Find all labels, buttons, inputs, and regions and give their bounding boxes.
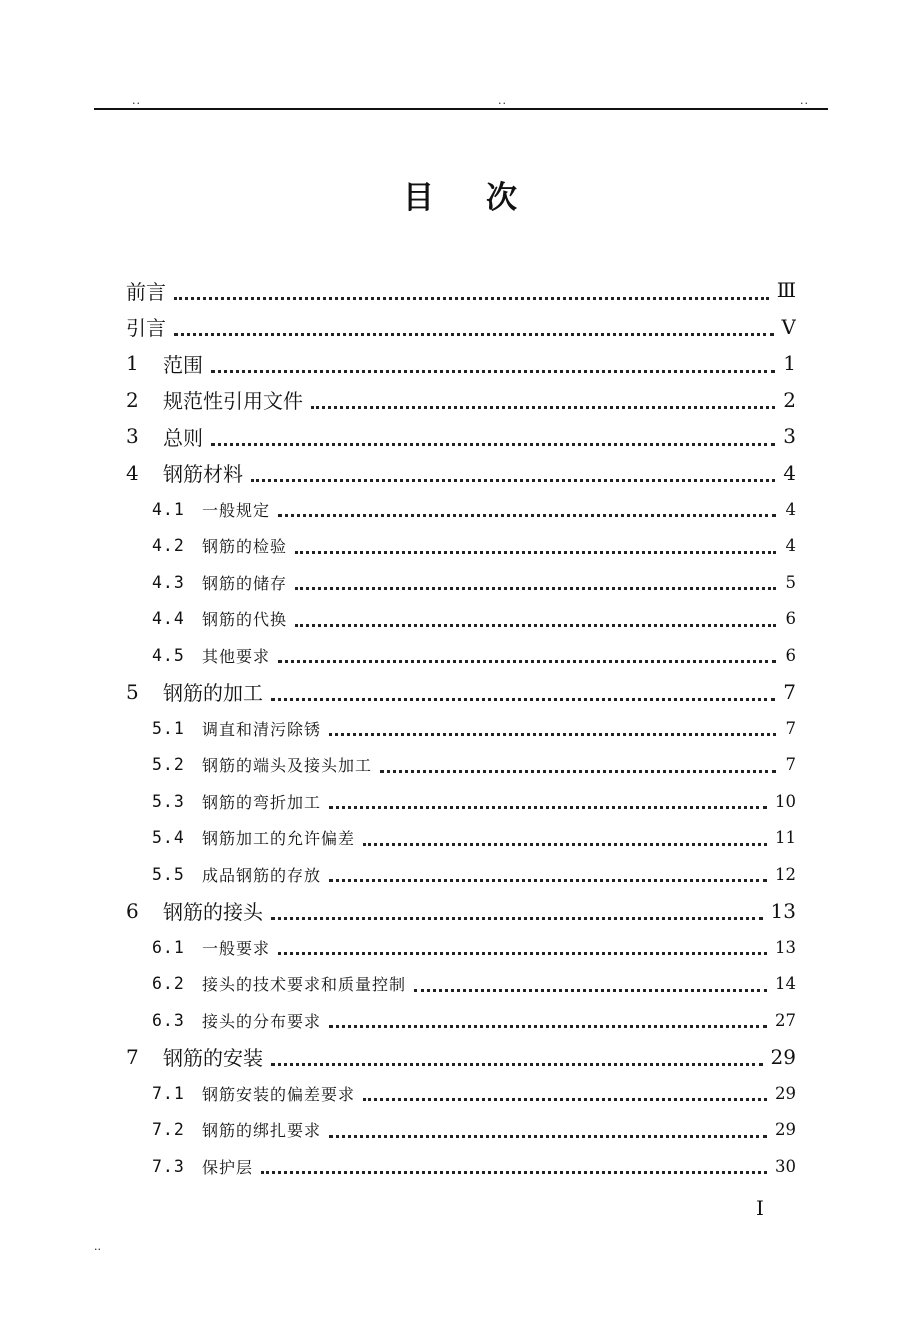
toc-entry-page: Ⅴ bbox=[781, 314, 796, 339]
toc-dot-leader bbox=[295, 571, 776, 591]
toc-dot-leader bbox=[278, 498, 776, 518]
toc-entry-number: 4.1 bbox=[152, 499, 185, 519]
toc-entry-page: 4 bbox=[783, 460, 796, 485]
toc-entry-label: 钢筋的绑扎要求 bbox=[202, 1121, 322, 1141]
toc-entry-label: 一般要求 bbox=[202, 938, 271, 958]
toc-entry[interactable] bbox=[126, 747, 796, 784]
toc-entry[interactable] bbox=[126, 893, 796, 930]
toc-entry-page: 12 bbox=[775, 864, 796, 884]
toc-entry-page: 27 bbox=[775, 1010, 796, 1030]
toc-entry-page: 6 bbox=[785, 645, 796, 665]
toc-entry[interactable] bbox=[126, 601, 796, 638]
toc-dot-leader bbox=[380, 753, 776, 773]
toc-entry-page: 13 bbox=[770, 898, 796, 923]
toc-entry-page: Ⅲ bbox=[776, 278, 796, 303]
toc-dot-leader bbox=[329, 1118, 767, 1138]
toc-dot-leader bbox=[211, 350, 775, 373]
toc-entry-label: 总则 bbox=[163, 425, 203, 450]
toc-entry[interactable] bbox=[126, 1075, 796, 1112]
toc-entry-page: 30 bbox=[775, 1156, 796, 1176]
toc-entry[interactable] bbox=[126, 783, 796, 820]
toc-entry-page: 7 bbox=[783, 679, 796, 704]
toc-dot-leader bbox=[271, 678, 775, 701]
toc-dot-leader bbox=[363, 826, 767, 846]
toc-entry-label: 钢筋的端头及接头加工 bbox=[202, 756, 373, 776]
toc-entry-number: 5.4 bbox=[152, 828, 185, 848]
toc-entry-label: 前言 bbox=[126, 279, 166, 304]
toc-entry-page: 14 bbox=[775, 974, 796, 994]
toc-entry-number: 6 bbox=[126, 898, 139, 923]
toc-entry[interactable] bbox=[126, 674, 796, 711]
toc-entry-page: 5 bbox=[785, 572, 796, 592]
toc-dot-leader bbox=[278, 644, 776, 664]
toc-entry[interactable] bbox=[126, 1112, 796, 1149]
toc-entry-page: 7 bbox=[785, 718, 796, 738]
toc-entry[interactable] bbox=[126, 929, 796, 966]
toc-dot-leader bbox=[295, 607, 776, 627]
toc-entry-number: 6.3 bbox=[152, 1010, 185, 1030]
toc-entry-number: 7.3 bbox=[152, 1156, 185, 1176]
header-mark-right: .. bbox=[800, 94, 809, 107]
toc-dot-leader bbox=[261, 1155, 767, 1175]
toc-entry-number: 1 bbox=[126, 351, 139, 376]
toc-entry-number: 4.5 bbox=[152, 645, 185, 665]
toc-entry-label: 钢筋的检验 bbox=[202, 537, 288, 557]
toc-dot-leader bbox=[211, 423, 775, 446]
toc-entry-label: 引言 bbox=[126, 316, 166, 341]
toc-entry[interactable] bbox=[126, 1148, 796, 1185]
toc-entry-page: 6 bbox=[785, 609, 796, 629]
toc-dot-leader bbox=[271, 1043, 763, 1066]
page-number: I bbox=[756, 1196, 764, 1220]
toc-entry-page: 7 bbox=[785, 755, 796, 775]
toc-dot-leader bbox=[329, 863, 767, 883]
toc-entry-label: 钢筋的弯折加工 bbox=[202, 792, 322, 812]
toc-entry-label: 一般规定 bbox=[202, 500, 271, 520]
toc-dot-leader bbox=[363, 1082, 767, 1102]
toc-entry-number: 7.1 bbox=[152, 1083, 185, 1103]
toc-entry-label: 钢筋材料 bbox=[163, 462, 243, 487]
toc-entry[interactable] bbox=[126, 1002, 796, 1039]
toc-entry-page: 29 bbox=[775, 1083, 796, 1103]
toc-entry[interactable] bbox=[126, 564, 796, 601]
toc-dot-leader bbox=[414, 972, 767, 992]
toc-entry[interactable] bbox=[126, 966, 796, 1003]
toc-entry[interactable] bbox=[126, 710, 796, 747]
toc-dot-leader bbox=[278, 936, 767, 956]
toc-dot-leader bbox=[251, 459, 775, 482]
toc-entry-number: 7 bbox=[126, 1044, 139, 1069]
toc-entry[interactable] bbox=[126, 1039, 796, 1076]
toc-entry[interactable] bbox=[126, 455, 796, 492]
toc-entry[interactable] bbox=[126, 637, 796, 674]
toc-entry-page: 29 bbox=[775, 1120, 796, 1140]
header-mark-left: .. bbox=[132, 94, 141, 107]
toc-entry-number: 7.2 bbox=[152, 1120, 185, 1140]
toc-entry-label: 接头的技术要求和质量控制 bbox=[202, 975, 407, 995]
toc-entry-number: 4 bbox=[126, 460, 139, 485]
footer-mark: .. bbox=[94, 1240, 101, 1253]
toc-entry-number: 4.3 bbox=[152, 572, 185, 592]
toc-entry-number: 6.1 bbox=[152, 937, 185, 957]
toc-entry-page: 10 bbox=[775, 791, 796, 811]
toc-entry-label: 钢筋加工的允许偏差 bbox=[202, 829, 356, 849]
toc-entry-label: 钢筋的加工 bbox=[163, 681, 263, 706]
toc-dot-leader bbox=[174, 313, 774, 336]
toc-entry-number: 5.5 bbox=[152, 864, 185, 884]
toc-entry[interactable] bbox=[126, 309, 796, 346]
toc-entry-label: 调直和清污除锈 bbox=[202, 719, 322, 739]
toc-entry[interactable] bbox=[126, 272, 796, 309]
toc-dot-leader bbox=[271, 897, 763, 920]
toc-entry-label: 范围 bbox=[163, 352, 203, 377]
toc-entry-page: 2 bbox=[783, 387, 796, 412]
page-title: 目次 bbox=[403, 180, 569, 216]
toc-entry-label: 保护层 bbox=[202, 1157, 254, 1177]
toc-entry-label: 钢筋安装的偏差要求 bbox=[202, 1084, 356, 1104]
toc-entry-number: 5.2 bbox=[152, 755, 185, 775]
toc-dot-leader bbox=[329, 717, 776, 737]
toc-entry-label: 钢筋的代换 bbox=[202, 610, 288, 630]
toc-entry-number: 6.2 bbox=[152, 974, 185, 994]
toc-entry-number: 2 bbox=[126, 387, 139, 412]
toc-entry-page: 11 bbox=[775, 828, 796, 848]
toc-entry-label: 成品钢筋的存放 bbox=[202, 865, 322, 885]
toc-entry[interactable] bbox=[126, 491, 796, 528]
toc-entry-page: 4 bbox=[785, 499, 796, 519]
toc-entry[interactable] bbox=[126, 345, 796, 382]
toc-entry-page: 3 bbox=[783, 424, 796, 449]
toc-entry-page: 1 bbox=[783, 351, 796, 376]
toc-entry-number: 4.4 bbox=[152, 609, 185, 629]
toc-dot-leader bbox=[311, 386, 775, 409]
toc-entry-page: 13 bbox=[775, 937, 796, 957]
toc-entry[interactable] bbox=[126, 856, 796, 893]
toc-entry[interactable] bbox=[126, 418, 796, 455]
toc-entry-page: 29 bbox=[770, 1044, 796, 1069]
toc-entry-number: 3 bbox=[126, 424, 139, 449]
header-rule bbox=[94, 108, 828, 110]
header-mark-center: .. bbox=[498, 94, 507, 107]
toc-entry-label: 钢筋的储存 bbox=[202, 573, 288, 593]
toc-entry[interactable] bbox=[126, 382, 796, 419]
toc-entry-number: 5.3 bbox=[152, 791, 185, 811]
toc-dot-leader bbox=[329, 790, 767, 810]
toc-entry[interactable] bbox=[126, 528, 796, 565]
toc-entry-number: 4.2 bbox=[152, 536, 185, 556]
toc-entry-number: 5.1 bbox=[152, 718, 185, 738]
toc-entry-label: 规范性引用文件 bbox=[163, 389, 303, 414]
toc-dot-leader bbox=[295, 534, 776, 554]
toc-dot-leader bbox=[174, 277, 769, 300]
toc-entry-label: 其他要求 bbox=[202, 646, 271, 666]
table-of-contents bbox=[126, 272, 796, 1185]
toc-entry-label: 钢筋的接头 bbox=[163, 900, 263, 925]
toc-entry-label: 接头的分布要求 bbox=[202, 1011, 322, 1031]
toc-entry-label: 钢筋的安装 bbox=[163, 1046, 263, 1071]
toc-entry-page: 4 bbox=[785, 536, 796, 556]
toc-entry[interactable] bbox=[126, 820, 796, 857]
toc-entry-number: 5 bbox=[126, 679, 139, 704]
toc-dot-leader bbox=[329, 1009, 767, 1029]
